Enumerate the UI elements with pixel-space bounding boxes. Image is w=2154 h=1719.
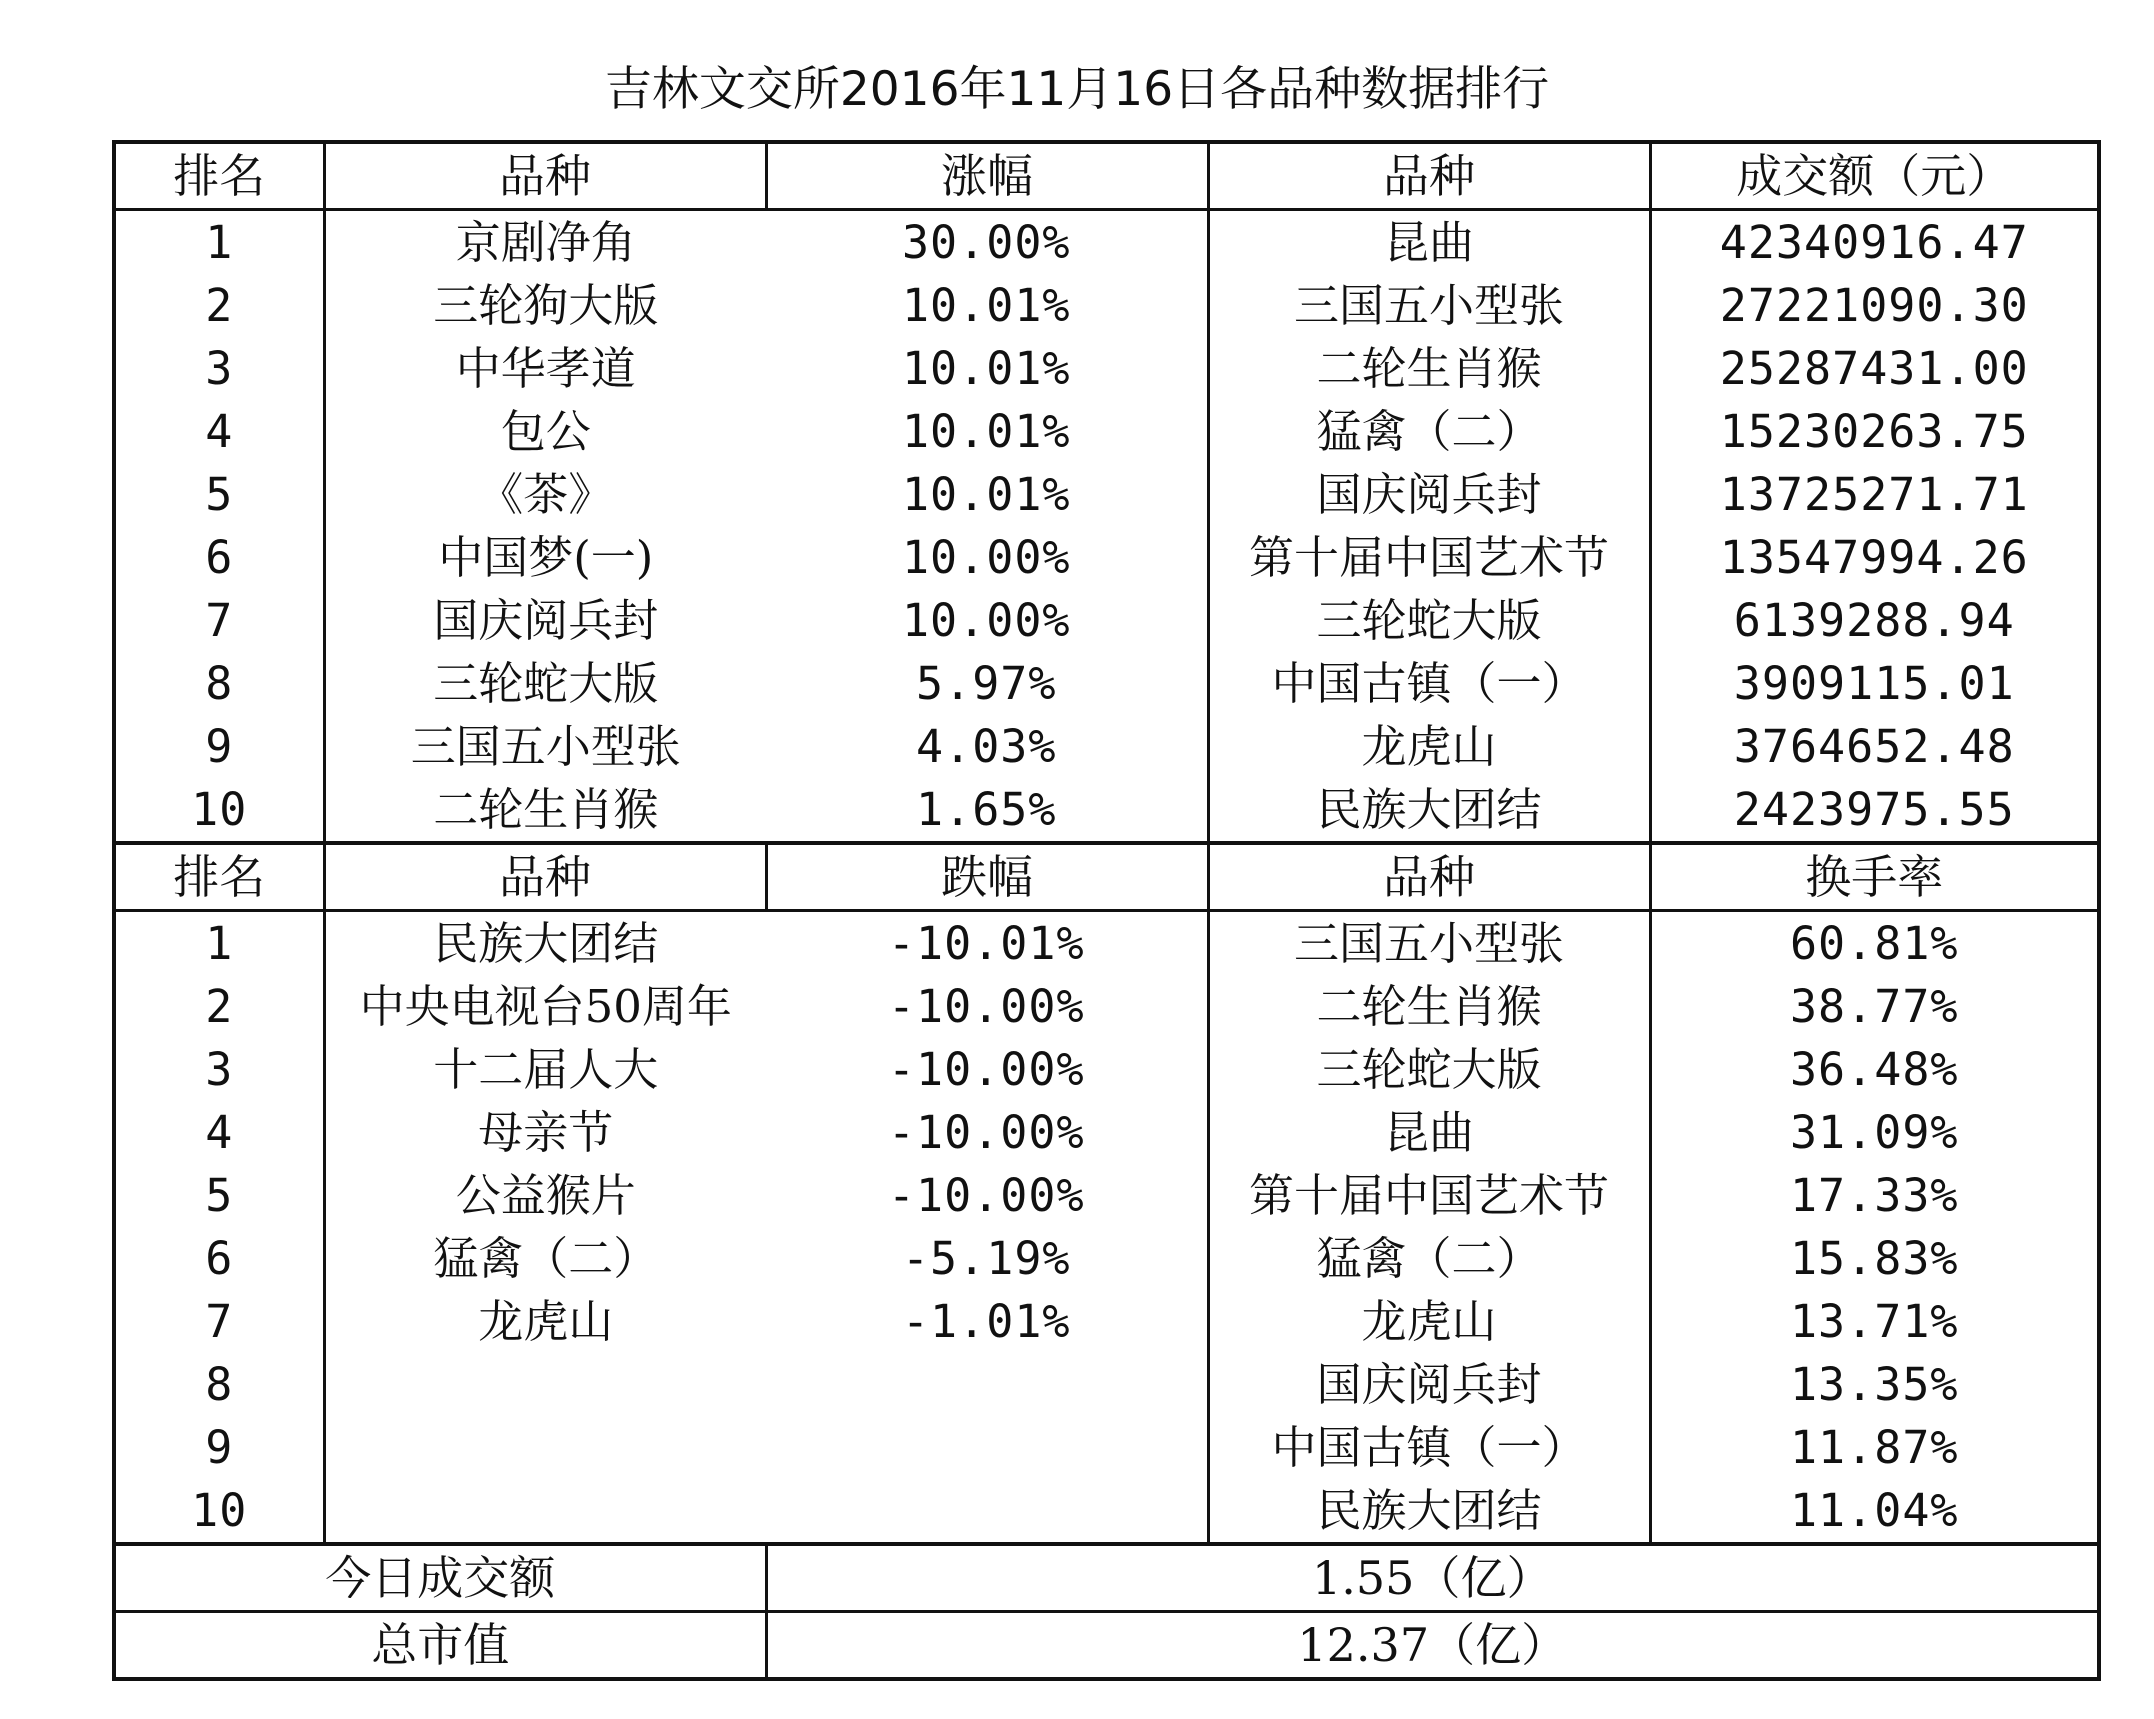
rank-cell: 6 (114, 526, 324, 589)
loss-row (114, 975, 2099, 1038)
rank-cell: 3 (114, 1038, 324, 1101)
variety-cell (324, 1416, 766, 1479)
variety-cell: 二轮生肖猴 (1208, 337, 1650, 400)
loss-row (114, 1416, 2099, 1479)
change-cell: 10.01% (766, 337, 1208, 400)
metric-cell: 13.35% (1650, 1353, 2099, 1416)
variety-cell: 国庆阅兵封 (324, 589, 766, 652)
variety-cell: 中国梦(一) (324, 526, 766, 589)
market-cap-label: 总市值 (114, 1612, 766, 1680)
turnover-value: 1.55（亿） (766, 1544, 2099, 1612)
change-cell: -10.00% (766, 1101, 1208, 1164)
change-cell: 10.00% (766, 526, 1208, 589)
ranking-table (112, 140, 2101, 1681)
loss-row (114, 1164, 2099, 1227)
metric-cell: 15.83% (1650, 1227, 2099, 1290)
gain-row (114, 778, 2099, 843)
metric-cell: 42340916.47 (1650, 210, 2099, 275)
gain-row (114, 210, 2099, 275)
variety-cell: 第十届中国艺术节 (1208, 526, 1650, 589)
rank-header: 排名 (114, 843, 324, 911)
variety-cell: 包公 (324, 400, 766, 463)
rank-cell: 5 (114, 463, 324, 526)
change-cell: 5.97% (766, 652, 1208, 715)
metric-cell: 17.33% (1650, 1164, 2099, 1227)
loss-row (114, 1290, 2099, 1353)
loss-row (114, 1227, 2099, 1290)
variety-cell: 国庆阅兵封 (1208, 1353, 1650, 1416)
change-cell: 30.00% (766, 210, 1208, 275)
variety-cell: 猛禽（二） (1208, 400, 1650, 463)
change-cell: 10.00% (766, 589, 1208, 652)
rank-cell: 2 (114, 975, 324, 1038)
change-cell: -10.00% (766, 975, 1208, 1038)
rank-cell: 7 (114, 1290, 324, 1353)
rank-cell: 3 (114, 337, 324, 400)
variety-cell: 第十届中国艺术节 (1208, 1164, 1650, 1227)
variety-cell: 二轮生肖猴 (1208, 975, 1650, 1038)
variety-cell: 昆曲 (1208, 1101, 1650, 1164)
gain-row (114, 400, 2099, 463)
rank-cell: 10 (114, 778, 324, 843)
variety-cell: 公益猴片 (324, 1164, 766, 1227)
variety-cell: 二轮生肖猴 (324, 778, 766, 843)
rank-header: 排名 (114, 142, 324, 210)
rank-cell: 1 (114, 911, 324, 976)
rank-cell: 4 (114, 400, 324, 463)
change-cell (766, 1416, 1208, 1479)
variety-cell: 三国五小型张 (1208, 274, 1650, 337)
loss-row (114, 1353, 2099, 1416)
metric-header: 换手率 (1650, 843, 2099, 911)
variety-cell: 猛禽（二） (1208, 1227, 1650, 1290)
gain-row (114, 463, 2099, 526)
variety-cell: 三轮狗大版 (324, 274, 766, 337)
loss-row (114, 1101, 2099, 1164)
variety-cell: 民族大团结 (324, 911, 766, 976)
metric-header: 成交额（元） (1650, 142, 2099, 210)
variety-header: 品种 (324, 843, 766, 911)
metric-cell: 13547994.26 (1650, 526, 2099, 589)
variety-cell: 母亲节 (324, 1101, 766, 1164)
rank-cell: 9 (114, 715, 324, 778)
variety-cell: 中国古镇（一） (1208, 1416, 1650, 1479)
gain-row (114, 652, 2099, 715)
rank-cell: 9 (114, 1416, 324, 1479)
variety-cell: 昆曲 (1208, 210, 1650, 275)
metric-cell: 36.48% (1650, 1038, 2099, 1101)
summary-row-turnover (114, 1544, 2099, 1612)
loss-row (114, 1038, 2099, 1101)
variety-cell: 龙虎山 (1208, 715, 1650, 778)
loss-row (114, 1479, 2099, 1544)
variety-cell: 三国五小型张 (324, 715, 766, 778)
variety-header: 品种 (1208, 142, 1650, 210)
rank-cell: 8 (114, 652, 324, 715)
variety-cell (324, 1479, 766, 1544)
gain-header-row (114, 142, 2099, 210)
change-cell: -5.19% (766, 1227, 1208, 1290)
variety-cell: 三轮蛇大版 (1208, 589, 1650, 652)
gain-row (114, 526, 2099, 589)
variety-cell: 三轮蛇大版 (324, 652, 766, 715)
metric-cell: 13725271.71 (1650, 463, 2099, 526)
variety-cell: 中国古镇（一） (1208, 652, 1650, 715)
metric-cell: 60.81% (1650, 911, 2099, 976)
gain-row (114, 589, 2099, 652)
change-cell: 10.01% (766, 400, 1208, 463)
metric-cell: 13.71% (1650, 1290, 2099, 1353)
variety-cell: 京剧净角 (324, 210, 766, 275)
loss-header-row (114, 843, 2099, 911)
change-header: 跌幅 (766, 843, 1208, 911)
variety-cell: 《茶》 (324, 463, 766, 526)
change-cell: -10.00% (766, 1038, 1208, 1101)
metric-cell: 11.04% (1650, 1479, 2099, 1544)
variety-header: 品种 (1208, 843, 1650, 911)
loss-row (114, 911, 2099, 976)
rank-cell: 8 (114, 1353, 324, 1416)
change-cell: 10.01% (766, 274, 1208, 337)
metric-cell: 11.87% (1650, 1416, 2099, 1479)
metric-cell: 15230263.75 (1650, 400, 2099, 463)
variety-cell: 国庆阅兵封 (1208, 463, 1650, 526)
page-title: 吉林文交所2016年11月16日各品种数据排行 (604, 62, 1550, 117)
variety-cell: 猛禽（二） (324, 1227, 766, 1290)
rank-cell: 5 (114, 1164, 324, 1227)
metric-cell: 38.77% (1650, 975, 2099, 1038)
rank-cell: 1 (114, 210, 324, 275)
summary-row-market-cap (114, 1612, 2099, 1680)
rank-cell: 2 (114, 274, 324, 337)
change-header: 涨幅 (766, 142, 1208, 210)
variety-header: 品种 (324, 142, 766, 210)
variety-cell: 龙虎山 (1208, 1290, 1650, 1353)
change-cell: -10.01% (766, 911, 1208, 976)
variety-cell: 民族大团结 (1208, 778, 1650, 843)
change-cell: 1.65% (766, 778, 1208, 843)
change-cell (766, 1353, 1208, 1416)
change-cell (766, 1479, 1208, 1544)
metric-cell: 3909115.01 (1650, 652, 2099, 715)
turnover-label: 今日成交额 (114, 1544, 766, 1612)
ranking-table-body (114, 142, 2099, 1679)
rank-cell: 7 (114, 589, 324, 652)
metric-cell: 31.09% (1650, 1101, 2099, 1164)
variety-cell: 三国五小型张 (1208, 911, 1650, 976)
market-cap-value: 12.37（亿） (766, 1612, 2099, 1680)
change-cell: 10.01% (766, 463, 1208, 526)
rank-cell: 4 (114, 1101, 324, 1164)
rank-cell: 10 (114, 1479, 324, 1544)
variety-cell: 中央电视台50周年 (324, 975, 766, 1038)
variety-cell: 中华孝道 (324, 337, 766, 400)
metric-cell: 25287431.00 (1650, 337, 2099, 400)
variety-cell (324, 1353, 766, 1416)
metric-cell: 27221090.30 (1650, 274, 2099, 337)
metric-cell: 6139288.94 (1650, 589, 2099, 652)
gain-row (114, 274, 2099, 337)
variety-cell: 三轮蛇大版 (1208, 1038, 1650, 1101)
change-cell: -1.01% (766, 1290, 1208, 1353)
rank-cell: 6 (114, 1227, 324, 1290)
variety-cell: 民族大团结 (1208, 1479, 1650, 1544)
metric-cell: 2423975.55 (1650, 778, 2099, 843)
variety-cell: 十二届人大 (324, 1038, 766, 1101)
metric-cell: 3764652.48 (1650, 715, 2099, 778)
change-cell: -10.00% (766, 1164, 1208, 1227)
change-cell: 4.03% (766, 715, 1208, 778)
gain-row (114, 337, 2099, 400)
variety-cell: 龙虎山 (324, 1290, 766, 1353)
gain-row (114, 715, 2099, 778)
